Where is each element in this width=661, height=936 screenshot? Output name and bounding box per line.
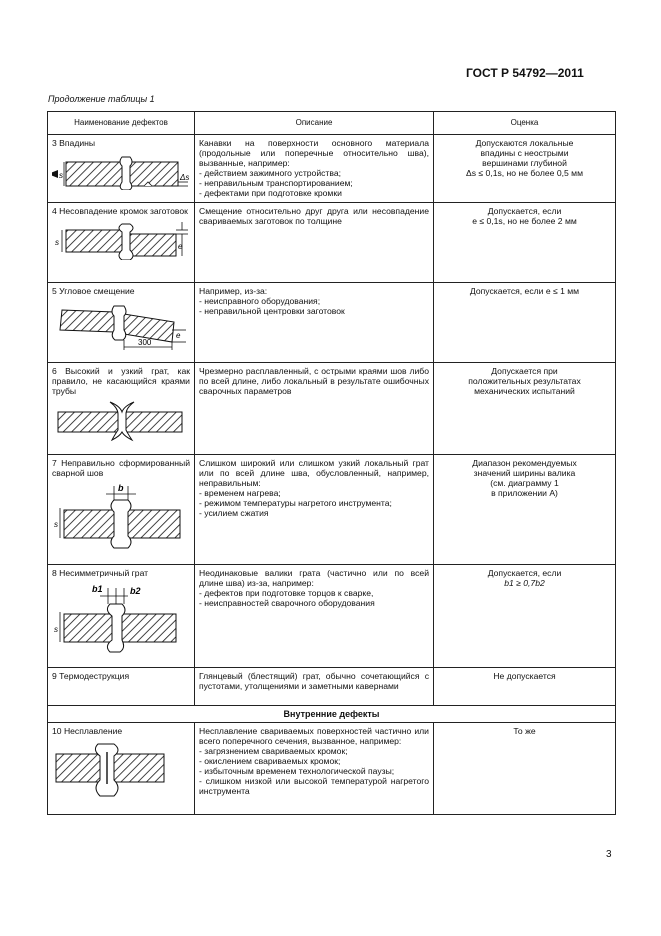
defect-name-cell [48,723,195,815]
defect-description-cell [195,565,434,668]
defect-name-cell [48,135,195,203]
col-header-description: Описание [195,112,434,135]
defect-name-cell [48,363,195,455]
evaluation-line: Допускается, если e ≤ 1 мм [469,286,580,296]
evaluation-line: положительных результатах [468,376,581,386]
asymmetric-bead-figure [52,582,190,658]
description-line: Глянцевый (блестящий) грат, обычно сочетающийся с пустотами, утолщениями и заметными кавернами [199,671,429,691]
table-caption: Продолжение таблицы 1 [48,94,155,104]
description-line: Чрезмерно расплавленный, с острыми краями шов либо по всей длине, либо локальный в результате ошибочных сварочных параметров [199,366,429,396]
label-b: b [118,483,124,493]
table-row [48,135,616,203]
defect-name: 3 Впадины [52,138,96,148]
angular-offset-figure [52,300,190,352]
description-line: - дефектами при подготовке кромки [199,188,342,198]
defect-name: 4 Несовпадение кромок заготовок [52,206,188,216]
standard-number: ГОСТ Р 54792—2011 [466,66,584,80]
defect-evaluation-cell [434,135,616,203]
description-line: - неправильной центровки заготовок [199,306,345,316]
defect-description-cell [195,455,434,565]
defect-description-cell [195,283,434,363]
label-b1: b1 [92,584,103,594]
description-line: - слишком низкой или высокой температурой нагретого инструмента [199,776,429,796]
description-line: - избыточным временем технологической паузы; [199,766,395,776]
description-line: Слишком широкий или слишком узкий локальный грат или по всей длине шва, обусловленный, например, неправильным: [199,458,429,488]
table-row [48,455,616,565]
evaluation-line: (см. диаграмму 1 [490,478,559,488]
evaluation-line: Диапазон рекомендуемых [472,458,577,468]
evaluation-line: b1 ≥ 0,7b2 [504,578,545,588]
evaluation-line: значений ширины валика [473,468,576,478]
table-row [48,203,616,283]
evaluation-line: Допускается, если [487,206,562,216]
defect-evaluation-cell [434,668,616,706]
malformed-weld-figure [52,482,190,552]
evaluation-line: в приложении А) [491,488,558,498]
defect-name: 9 Термодеструкция [52,671,130,681]
defect-description-cell [195,668,434,706]
lack-of-fusion-figure [52,740,190,806]
evaluation-line: Допускаются локальные [475,138,574,148]
defect-description-cell [195,135,434,203]
description-line: - загрязнением свариваемых кромок; [199,746,348,756]
section-title: Внутренние дефекты [48,706,616,723]
misalignment-figure [52,220,190,260]
description-line: Неодинаковые валики грата (частично или по всей длине шва) из-за, например: [199,568,429,588]
defect-name: 8 Несимметричный грат [52,568,149,578]
defect-name-cell [48,565,195,668]
label-s: s [54,520,58,529]
description-line: - дефектов при подготовке торцов к сварке, [199,588,374,598]
description-line: Смещение относительно друг друга или несовпадение свариваемых заготовок по толщине [199,206,429,226]
defect-name: 6 Высокий и узкий грат, как правило, не касающийся краями трубы [52,366,190,396]
label-s: s [55,238,59,247]
col-header-name: Наименование дефектов [48,112,195,135]
label-delta-s: Δs [180,173,190,182]
section-row [48,706,616,723]
description-line: - режимом температуры нагретого инструмента; [199,498,392,508]
label-b2: b2 [130,586,141,596]
defect-name-cell [48,668,195,706]
table-row [48,283,616,363]
col-header-evaluation: Оценка [434,112,616,135]
evaluation-line: Допускается, если [487,568,562,578]
defect-evaluation-cell [434,455,616,565]
defects-table [47,111,616,815]
description-line: Канавки на поверхности основного материала (продольные или поперечные относительно шва), вызванные, например: [199,138,429,168]
defect-name: 5 Угловое смещение [52,286,135,296]
description-line: - окислением свариваемых кромок; [199,756,341,766]
defect-evaluation-cell [434,363,616,455]
label-300: 300 [138,338,152,347]
description-line: Например, из-за: [199,286,268,296]
label-e: e [178,242,183,251]
defect-evaluation-cell [434,283,616,363]
description-line: - действием зажимного устройства; [199,168,341,178]
defect-evaluation-cell [434,565,616,668]
defect-description-cell [195,203,434,283]
table-row [48,723,616,815]
label-e: e [176,331,181,340]
defect-evaluation-cell [434,203,616,283]
defect-name: 7 Неправильно сформированный сварной шов [52,458,190,478]
label-s: s [54,625,58,634]
table-row [48,668,616,706]
description-line: - неправильным транспортированием; [199,178,353,188]
defect-description-cell [195,363,434,455]
evaluation-line: механических испытаний [474,386,575,396]
evaluation-line: вершинами глубиной [482,158,567,168]
defect-description-cell [195,723,434,815]
description-line: - неисправного оборудования; [199,296,321,306]
defect-evaluation-cell [434,723,616,815]
evaluation-line: Δs ≤ 0,1s, но не более 0,5 мм [466,168,583,178]
description-line: - временем нагрева; [199,488,281,498]
evaluation-line: e ≤ 0,1s, но не более 2 мм [472,216,577,226]
defect-name-cell [48,203,195,283]
high-narrow-bead-figure [52,400,190,442]
table-row [48,363,616,455]
evaluation-line: То же [513,726,536,736]
evaluation-line: Не допускается [493,671,556,681]
description-line: Несплавление свариваемых поверхностей частично или всего поперечного сечения, вызванное, например: [199,726,429,746]
table-header-row [48,112,616,135]
label-s: s [59,171,63,180]
table-row [48,565,616,668]
defect-name-cell [48,283,195,363]
evaluation-line: впадины с неострыми [480,148,569,158]
cavity-figure [52,152,190,190]
evaluation-line: Допускается при [491,366,558,376]
page-number: 3 [606,849,612,860]
description-line: - усилием сжатия [199,508,269,518]
defect-name: 10 Несплавление [52,726,123,736]
defect-name-cell [48,455,195,565]
description-line: - неисправностей сварочного оборудования [199,598,375,608]
